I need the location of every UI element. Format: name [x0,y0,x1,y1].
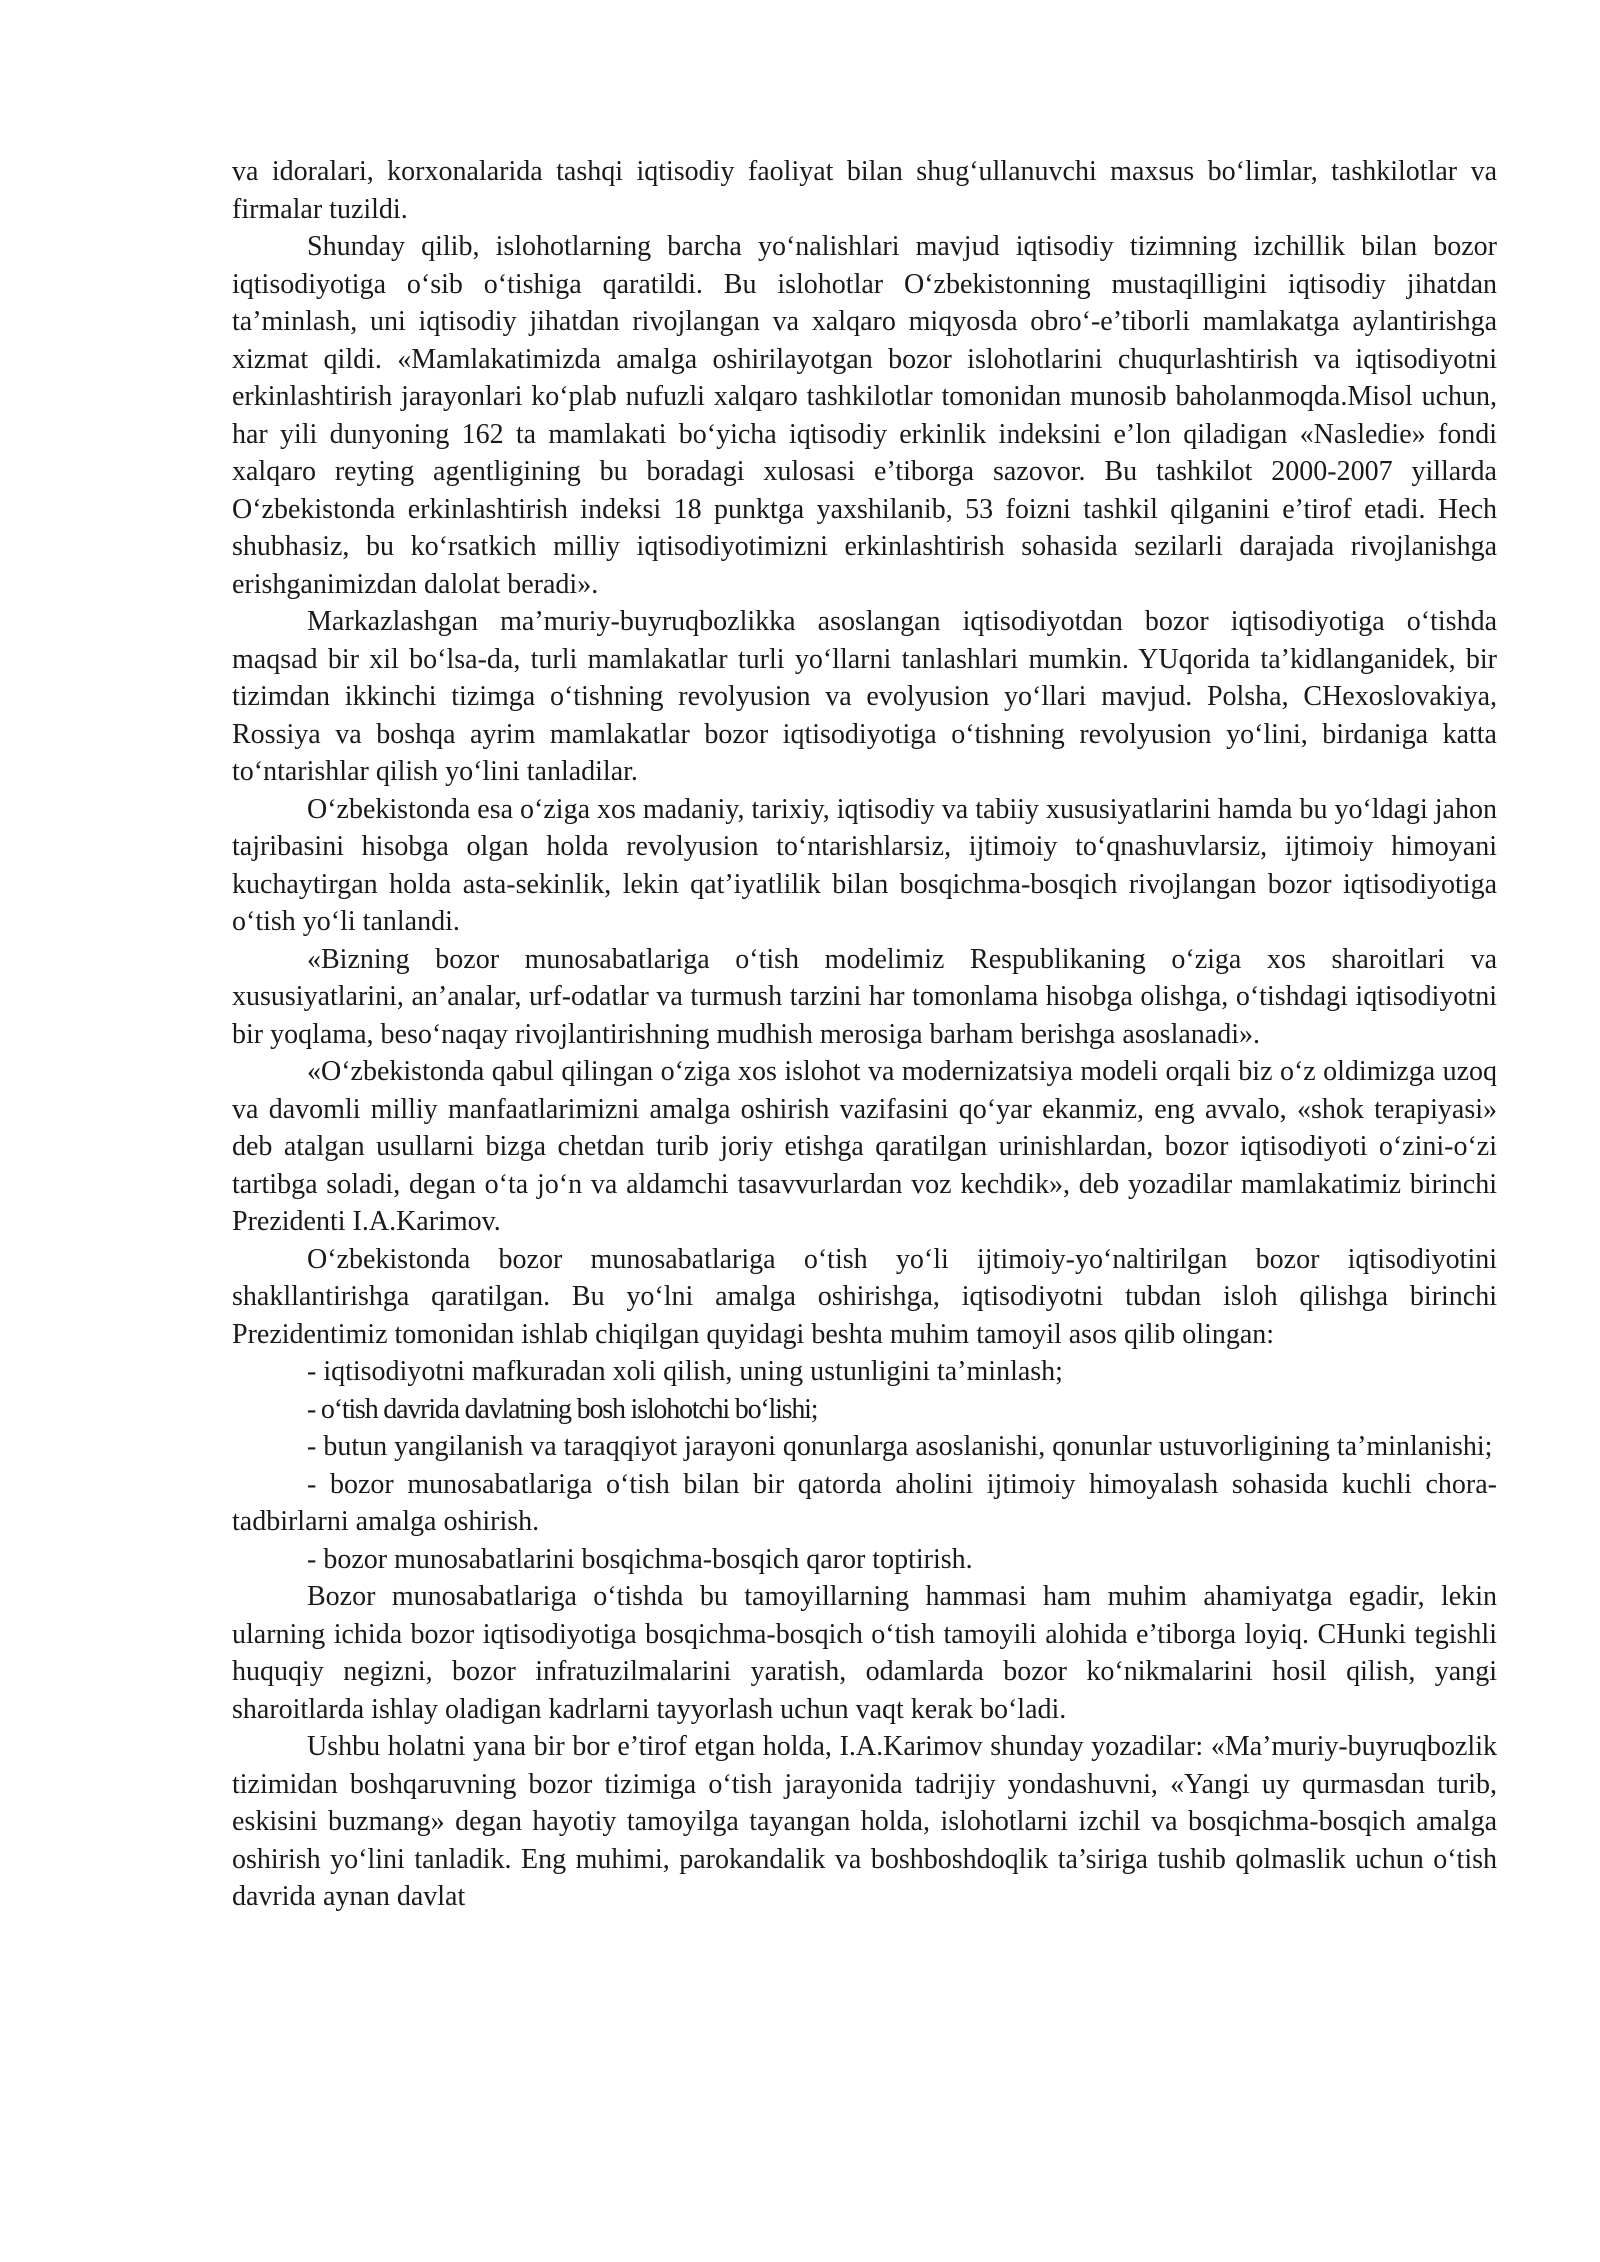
paragraph-8: Bozor munosabatlariga o‘tishda bu tamoyillarning hammasi ham muhim ahamiyatga egadir, lekin ularning ichida bozor iqtisodiyotiga bosqichma-bosqich o‘tish tamoyili alohida e’tiborga loyiq. CHunki tegishli huquqiy negizni, bozor infratuzilmalarini yaratish, odamlarda bozor ko‘nikmalarini hosil qilish, yangi sharoitlarda ishlay oladigan kadrlarni tayyorlash uchun vaqt kerak bo‘ladi. [232,1581,1497,1725]
list-item-2: - o‘tish davrida davlatning bosh islohotchi bo‘lishi; [307,1393,818,1425]
list-item-1: - iqtisodiyotni mafkuradan xoli qilish, uning ustunligini ta’minlash; [307,1356,1063,1387]
list-item-3: - butun yangilanish va taraqqiyot jarayoni qonunlarga asoslanishi, qonunlar ustuvorligining ta’minlanishi; [307,1431,1493,1462]
document-page [232,153,1497,1916]
paragraph-1: va idoralari, korxonalarida tashqi iqtisodiy faoliyat bilan shug‘ullanuvchi maxsus bo‘limlar, tashkilotlar va firmalar tuzildi. [232,156,1497,225]
paragraph-4: O‘zbekistonda esa o‘ziga xos madaniy, tarixiy, iqtisodiy va tabiiy xususiyatlarini hamda bu yo‘ldagi jahon tajribasini hisobga olgan holda revolyusion to‘ntarishlarsiz, ijtimoiy to‘qnashuvlarsiz, ijtimoiy himoyani kuchaytirgan holda asta-sekinlik, lekin qat’iyatlilik bilan bosqichma-bosqich rivojlangan bozor iqtisodiyotiga o‘tish yo‘li tanlandi. [232,793,1497,937]
paragraph-2: Shunday qilib, islohotlarning barcha yo‘nalishlari mavjud iqtisodiy tizimning izchillik bilan bozor iqtisodiyotiga o‘sib o‘tishiga qaratildi. Bu islohotlar O‘zbekistonning mustaqilligini iqtisodiy jihatdan ta’minlash, uni iqtisodiy jihatdan rivojlangan va xalqaro miqyosda obro‘-e’tiborli mamlakatga aylantirishga xizmat qildi. «Mamlakatimizda amalga oshirilayotgan bozor islohotlarini chuqurlashtirish va iqtisodiyotni erkinlashtirish jarayonlari ko‘plab nufuzli xalqaro tashkilotlar tomonidan munosib baholanmoqda.Misol uchun, har yili dunyoning 162 ta mamlakati bo‘yicha iqtisodiy erkinlik indeksini e’lon qiladigan «Nasledie» fondi xalqaro reyting agentligining bu boradagi xulosasi e’tiborga sazovor. Bu tashkilot 2000-2007 yillarda O‘zbekistonda erkinlashtirish indeksi 18 punktga yaxshilanib, 53 foizni tashkil qilganini e’tirof etadi. Hech shubhasiz, bu ko‘rsatkich milliy iqtisodiyotimizni erkinlashtirish sohasida sezilarli darajada rivojlanishga erishganimizdan dalolat beradi». [232,231,1497,600]
list-item-5: - bozor munosabatlarini bosqichma-bosqich qaror toptirish. [307,1543,973,1575]
paragraph-6: «O‘zbekistonda qabul qilingan o‘ziga xos islohot va modernizatsiya modeli orqali biz o‘z oldimizga uzoq va davomli milliy manfaatlarimizni amalga oshirish vazifasini qo‘yar ekanmiz, eng avvalo, «shok terapiyasi» deb atalgan usullarni bizga chetdan turib joriy etishga qaratilgan urinishlardan, bozor iqtisodiyoti o‘zini-o‘zi tartibga soladi, degan o‘ta jo‘n va aldamchi tasavvurlardan voz kechdik», deb yozadilar mamlakatimiz birinchi Prezidenti I.A.Karimov. [232,1056,1497,1237]
paragraph-9: Ushbu holatni yana bir bor e’tirof etgan holda, I.A.Karimov shunday yozadilar: «Ma’muriy-buyruqbozlik tizimidan boshqaruvning bozor tizimiga o‘tish jarayonida tadrijiy yondashuvni, «Yangi uy qurmasdan turib, eskisini buzmang» degan hayotiy tamoyilga tayangan holda, islohotlarni izchil va bosqichma-bosqich amalga oshirish yo‘lini tanladik. Eng muhimi, parokandalik va boshboshdoqlik ta’siriga tushib qolmaslik uchun o‘tish davrida aynan davlat [232,1731,1497,1912]
paragraph-3: Markazlashgan ma’muriy-buyruqbozlikka asoslangan iqtisodiyotdan bozor iqtisodiyotiga o‘tishda maqsad bir xil bo‘lsa-da, turli mamlakatlar turli yo‘llarni tanlashlari mumkin. YUqorida ta’kidlanganidek, bir tizimdan ikkinchi tizimga o‘tishning revolyusion va evolyusion yo‘llari mavjud. Polsha, CHexoslovakiya, Rossiya va boshqa ayrim mamlakatlar bozor iqtisodiyotiga o‘tishning revolyusion yo‘lini, birdaniga katta to‘ntarishlar qilish yo‘lini tanladilar. [232,606,1497,787]
paragraph-5: «Bizning bozor munosabatlariga o‘tish modelimiz Respublikaning o‘ziga xos sharoitlari va xususiyatlarini, an’analar, urf-odatlar va turmush tarzini har tomonlama hisobga olishga, o‘tishdagi iqtisodiyotni bir yoqlama, beso‘naqay rivojlantirishning mudhish merosiga barham berishga asoslanadi». [232,943,1497,1050]
paragraph-7: O‘zbekistonda bozor munosabatlariga o‘tish yo‘li ijtimoiy-yo‘naltirilgan bozor iqtisodiyotini shakllantirishga qaratilgan. Bu yo‘lni amalga oshirishga, iqtisodiyotni tubdan isloh qilishga birinchi Prezidentimiz tomonidan ishlab chiqilgan quyidagi beshta muhim tamoyil asos qilib olingan: [232,1243,1497,1350]
list-item-4: - bozor munosabatlariga o‘tish bilan bir qatorda aholini ijtimoiy himoyalash sohasida kuchli chora-tadbirlarni amalga oshirish. [232,1468,1497,1537]
